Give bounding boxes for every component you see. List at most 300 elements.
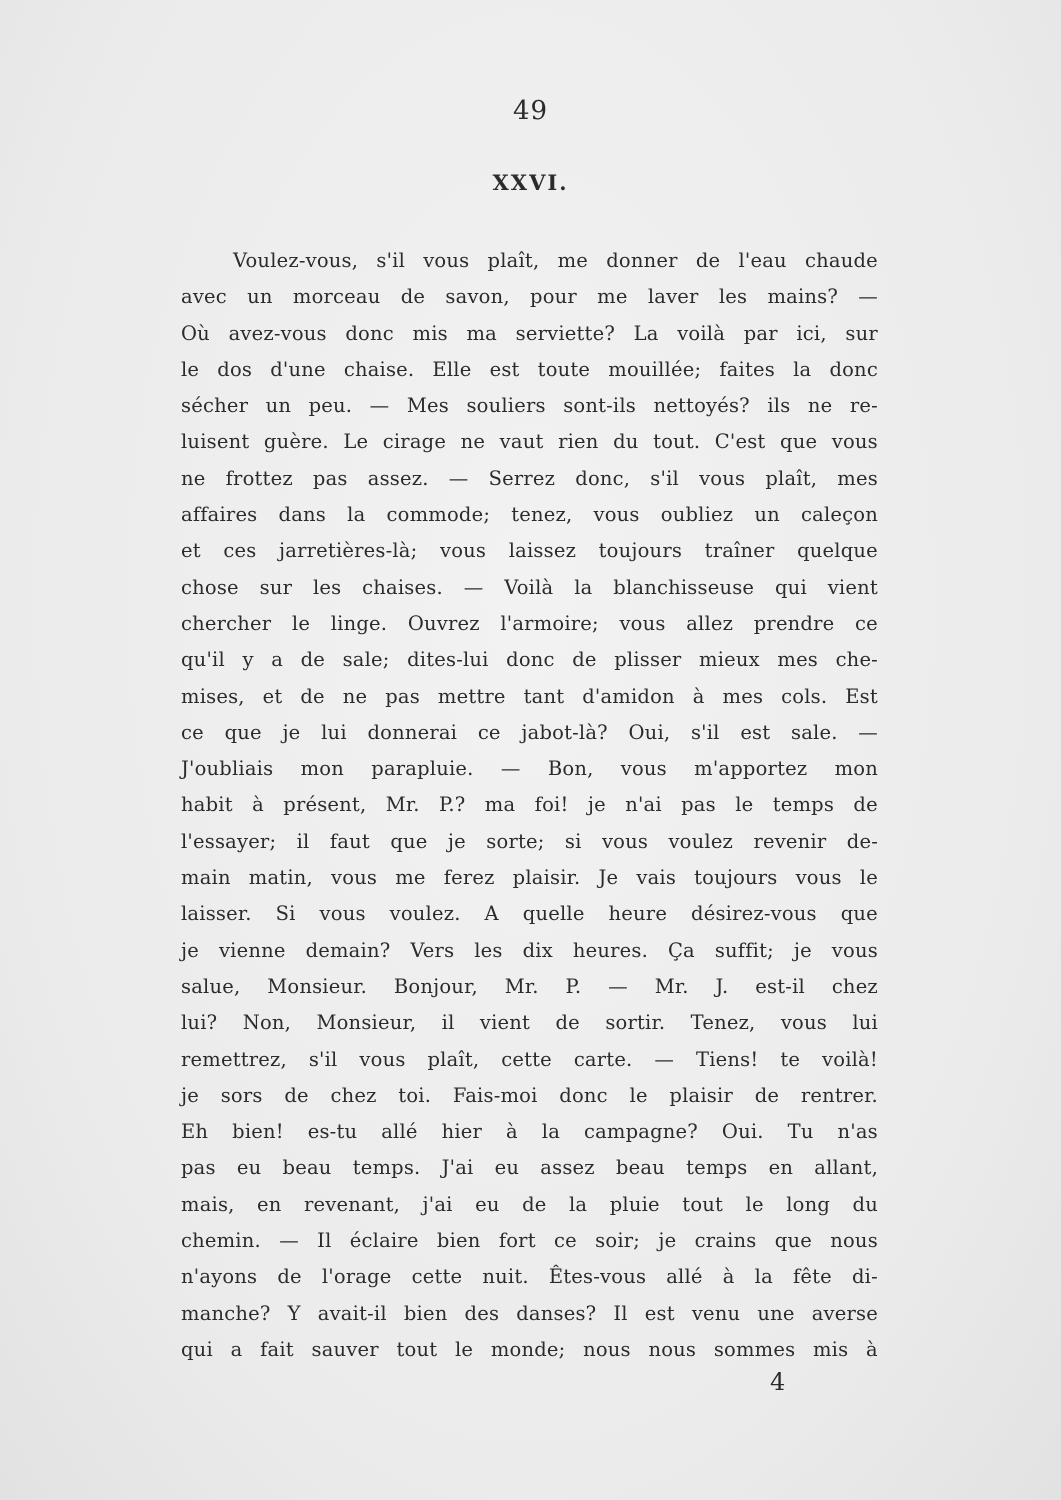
word: mes — [777, 648, 819, 672]
word: temps — [772, 793, 835, 817]
word: Êtes-vous — [548, 1265, 647, 1289]
word: la — [574, 575, 593, 599]
word: sont-ils — [563, 394, 637, 418]
word: J'oubliais — [181, 757, 274, 781]
word: en — [257, 1192, 282, 1216]
word: ma — [484, 793, 516, 817]
word: — — [369, 394, 390, 418]
text-line — [181, 1332, 878, 1368]
word: d'une — [270, 357, 326, 381]
word: traîner — [704, 539, 775, 563]
word: mon — [300, 757, 344, 781]
word: Le — [343, 430, 369, 454]
word: Mr. — [385, 793, 420, 817]
text-line — [181, 424, 878, 460]
word: les — [312, 575, 342, 599]
word: matin, — [248, 866, 313, 890]
word: faut — [329, 829, 370, 853]
text-line — [181, 570, 878, 606]
word: la — [541, 1120, 561, 1144]
word: donc — [559, 1083, 608, 1107]
text-line — [181, 279, 878, 315]
word: Est — [845, 684, 878, 708]
word: et — [262, 684, 283, 708]
word: — — [608, 974, 628, 998]
word: allé — [666, 1265, 703, 1289]
word: suffit; — [714, 938, 774, 962]
word: de — [853, 793, 878, 817]
word: l'orage — [321, 1265, 392, 1289]
word: Mr. — [504, 974, 539, 998]
text-line — [181, 1042, 878, 1078]
word: ce — [181, 720, 204, 744]
word: vient — [827, 575, 878, 599]
word: vais — [636, 866, 677, 890]
word: morceau — [292, 285, 381, 309]
word: Monsieur, — [316, 1011, 417, 1035]
text-line — [181, 860, 878, 896]
word: n'ayons — [181, 1265, 258, 1289]
word: Bonjour, — [393, 974, 478, 998]
word: me — [557, 249, 589, 272]
word: ce — [477, 720, 501, 744]
text-line — [181, 787, 878, 823]
word: de — [754, 1083, 780, 1107]
word: de — [572, 648, 597, 672]
word: si — [564, 829, 582, 853]
text-line — [181, 969, 878, 1005]
word: P.? — [439, 793, 466, 817]
word: ce — [855, 611, 878, 635]
word: la — [568, 1192, 588, 1216]
word: de — [277, 1265, 302, 1289]
word: il — [441, 1011, 455, 1035]
word: me — [395, 866, 426, 890]
word: temps. — [352, 1156, 421, 1180]
word: plaît, — [427, 1047, 480, 1071]
word: chaise. — [343, 357, 415, 381]
word: s'il — [690, 720, 720, 744]
word: vous — [831, 430, 878, 454]
word: heures. — [572, 938, 648, 962]
word: venu — [691, 1301, 741, 1325]
word: le — [629, 1083, 648, 1107]
word: lui — [852, 1011, 878, 1035]
word: le — [859, 866, 878, 890]
text-line — [181, 243, 878, 279]
word: voilà — [677, 321, 726, 345]
word: tout — [682, 1192, 724, 1216]
word: avait-il — [317, 1301, 387, 1325]
word: foi! — [534, 793, 569, 817]
word: n'ai — [625, 793, 662, 817]
word: Voilà — [504, 575, 554, 599]
word: — — [279, 1229, 299, 1253]
word: Ouvrez — [407, 611, 480, 635]
word: mis — [812, 1337, 849, 1361]
text-line — [181, 1150, 878, 1186]
text-line — [181, 316, 878, 352]
text-line — [181, 642, 878, 678]
word: crains — [694, 1229, 757, 1253]
word: tenez, — [511, 503, 573, 527]
word: le — [181, 357, 200, 381]
word: bien! — [232, 1120, 284, 1144]
word: les — [474, 938, 503, 962]
text-line — [181, 1114, 878, 1150]
word: cols. — [781, 684, 828, 708]
word: mes — [837, 466, 878, 490]
word: toute — [537, 357, 591, 381]
word: s'il — [650, 466, 679, 490]
word: allez — [686, 611, 734, 635]
word: lui? — [181, 1011, 218, 1035]
word: pour — [530, 285, 577, 309]
word: danses? — [516, 1301, 597, 1325]
word: sur — [259, 575, 293, 599]
word: vous — [319, 902, 366, 926]
word: chaude — [805, 249, 878, 272]
word: nous — [830, 1229, 878, 1253]
word: toujours — [598, 539, 683, 563]
word: monde; — [490, 1337, 566, 1361]
word: mes — [722, 684, 764, 708]
word: luisent — [181, 430, 250, 454]
word: vous — [795, 866, 842, 890]
word: y — [242, 648, 254, 672]
word: qui — [181, 1337, 213, 1361]
word: ne — [342, 684, 368, 708]
word: temps — [686, 1156, 748, 1180]
word: mon — [834, 757, 878, 781]
word: averse — [811, 1301, 878, 1325]
word: vous — [831, 938, 878, 962]
word: nous — [648, 1337, 697, 1361]
word: main — [181, 866, 231, 890]
word: j'ai — [422, 1192, 453, 1216]
word: désirez-vous — [691, 902, 817, 926]
word: te — [780, 1047, 801, 1071]
word: ne — [807, 394, 833, 418]
word: par — [743, 321, 778, 345]
word: plaît, — [765, 466, 818, 490]
word: plaît, — [487, 249, 540, 272]
word: vous — [440, 539, 487, 563]
word: laver — [647, 285, 699, 309]
word: J'ai — [441, 1156, 474, 1180]
word: sale. — [790, 720, 838, 744]
word: à — [866, 1337, 878, 1361]
word: eu — [475, 1192, 500, 1216]
word: jabot-là? — [521, 720, 608, 744]
word: que — [840, 902, 878, 926]
word: Non, — [242, 1011, 292, 1035]
word: Oui. — [721, 1120, 764, 1144]
word: de- — [846, 829, 878, 853]
word: a — [271, 648, 284, 672]
word: linge. — [330, 611, 388, 635]
word: — — [858, 720, 878, 744]
word: remettrez, — [181, 1047, 287, 1071]
text-line — [181, 1078, 878, 1114]
word: donc, — [575, 466, 631, 490]
word: donc — [506, 648, 555, 672]
word: mouillée; — [608, 357, 702, 381]
word: chez — [831, 974, 878, 998]
word: Oui, — [628, 720, 671, 744]
word: oubliez — [660, 503, 734, 527]
word: vient — [479, 1011, 531, 1035]
word: manche? — [181, 1301, 271, 1325]
word: m'apportez — [694, 757, 808, 781]
word: présent, — [283, 793, 367, 817]
word: assez. — [367, 466, 429, 490]
word: — — [463, 575, 484, 599]
word: vous — [331, 866, 378, 890]
word: du — [613, 430, 639, 454]
word: demain? — [305, 938, 391, 962]
signature-mark: 4 — [770, 1368, 786, 1396]
word: Vers — [410, 938, 455, 962]
word: eu — [494, 1156, 520, 1180]
word: que — [774, 1229, 812, 1253]
page-number: 49 — [512, 96, 549, 126]
word: long — [786, 1192, 831, 1216]
word: tout — [396, 1337, 438, 1361]
word: toi. — [398, 1083, 432, 1107]
word: Serrez — [488, 466, 556, 490]
word: je — [587, 793, 606, 817]
word: a — [230, 1337, 243, 1361]
word: vous — [359, 1047, 406, 1071]
word: cirage — [382, 430, 447, 454]
word: beau — [282, 1156, 332, 1180]
word: vous — [423, 249, 470, 272]
word: les — [718, 285, 748, 309]
word: donc — [829, 357, 878, 381]
word: de — [300, 648, 326, 672]
word: Mes — [406, 394, 449, 418]
word: s'il — [308, 1047, 338, 1071]
word: dix — [522, 938, 553, 962]
word: est — [644, 1301, 675, 1325]
word: sortir. — [605, 1011, 666, 1035]
word: pas — [181, 1156, 216, 1180]
word: — — [500, 757, 521, 781]
word: qu'il — [181, 648, 225, 672]
word: Eh — [181, 1120, 209, 1144]
word: Où — [181, 321, 210, 345]
word: éclaire — [349, 1229, 419, 1253]
word: à — [692, 684, 705, 708]
word: Tenez, — [690, 1011, 756, 1035]
word: Tu — [787, 1120, 814, 1144]
word: vous — [620, 757, 667, 781]
word: frottez — [225, 466, 293, 490]
word: pluie — [609, 1192, 660, 1216]
word: chemin. — [181, 1229, 261, 1253]
word: heure — [608, 902, 668, 926]
word: nous — [583, 1337, 631, 1361]
word: bien — [403, 1301, 448, 1325]
body-text — [181, 243, 878, 1368]
word: fort — [498, 1229, 536, 1253]
word: sommes — [713, 1337, 796, 1361]
word: savon, — [445, 285, 510, 309]
word: laissez — [508, 539, 577, 563]
word: l'essayer; — [181, 829, 277, 853]
word: serviette? — [515, 321, 615, 345]
word: mains? — [767, 285, 839, 309]
word: Mr. — [654, 974, 689, 998]
word: l'armoire; — [500, 611, 599, 635]
word: peu. — [308, 394, 353, 418]
word: carte. — [573, 1047, 633, 1071]
word: Elle — [432, 357, 472, 381]
word: nuit. — [482, 1265, 529, 1289]
word: voulez — [668, 829, 734, 853]
word: de — [522, 1192, 547, 1216]
word: plaisir — [669, 1083, 733, 1107]
word: blanchisseuse — [613, 575, 755, 599]
word: beau — [615, 1156, 665, 1180]
word: ce — [554, 1229, 577, 1253]
word: ma — [466, 321, 498, 345]
word: mettre — [437, 684, 506, 708]
word: souliers — [466, 394, 546, 418]
word: chaises. — [362, 575, 443, 599]
word: — — [858, 285, 878, 309]
word: la — [793, 357, 812, 381]
word: un — [247, 285, 273, 309]
word: en — [768, 1156, 794, 1180]
word: quelle — [522, 902, 585, 926]
text-line — [181, 715, 878, 751]
word: A — [484, 902, 499, 926]
word: che- — [835, 648, 878, 672]
word: fait — [260, 1337, 294, 1361]
word: et — [181, 539, 201, 563]
word: J. — [715, 974, 729, 998]
word: à — [722, 1265, 735, 1289]
text-line — [181, 824, 878, 860]
word: chercher — [181, 611, 272, 635]
word: un — [265, 394, 292, 418]
word: revenant, — [304, 1192, 401, 1216]
word: avec — [181, 285, 227, 309]
word: ici, — [796, 321, 827, 345]
word: ne — [460, 430, 486, 454]
word: que — [780, 430, 818, 454]
word: salue, — [181, 974, 241, 998]
word: re- — [849, 394, 878, 418]
word: parapluie. — [371, 757, 474, 781]
word: vous — [699, 466, 746, 490]
word: donc — [345, 321, 394, 345]
word: pas — [385, 684, 420, 708]
word: dans — [278, 503, 327, 527]
word: vous — [780, 1011, 827, 1035]
word: C'est — [714, 430, 766, 454]
word: La — [633, 321, 659, 345]
word: pas — [681, 793, 716, 817]
word: donnerai — [367, 720, 458, 744]
word: des — [464, 1301, 500, 1325]
word: sauver — [311, 1337, 379, 1361]
word: voilà! — [822, 1047, 878, 1071]
word: rentrer. — [800, 1083, 878, 1107]
word: sale; — [342, 648, 390, 672]
word: je — [658, 1229, 677, 1253]
word: mis — [412, 321, 448, 345]
word: vous — [593, 503, 640, 527]
word: donner — [606, 249, 678, 272]
word: toujours — [694, 866, 778, 890]
word: d'amidon — [582, 684, 675, 708]
text-line — [181, 896, 878, 932]
word: nettoyés? — [653, 394, 750, 418]
word: revenir — [753, 829, 827, 853]
word: que — [224, 720, 262, 744]
text-line — [181, 388, 878, 424]
text-line — [181, 1187, 878, 1223]
word: rien — [558, 430, 599, 454]
word: mais, — [181, 1192, 235, 1216]
word: prendre — [753, 611, 835, 635]
word: — — [654, 1047, 675, 1071]
word: s'il — [376, 249, 406, 272]
word: di- — [851, 1265, 878, 1289]
word: Si — [275, 902, 296, 926]
word: du — [852, 1192, 878, 1216]
word: laisser. — [181, 902, 252, 926]
word: Voulez-vous, — [233, 249, 359, 272]
word: mieux — [699, 648, 760, 672]
word: Je — [598, 866, 619, 890]
word: dites-lui — [407, 648, 489, 672]
word: Monsieur. — [267, 974, 368, 998]
word: est — [489, 357, 520, 381]
word: qui — [775, 575, 807, 599]
text-line — [181, 1223, 878, 1259]
word: je — [282, 720, 301, 744]
word: assez — [540, 1156, 595, 1180]
word: eu — [236, 1156, 262, 1180]
word: Fais-moi — [452, 1083, 538, 1107]
text-line — [181, 1005, 878, 1041]
word: ces — [223, 539, 257, 563]
word: allant, — [814, 1156, 878, 1180]
word: me — [597, 285, 628, 309]
text-line — [181, 606, 878, 642]
word: il — [296, 829, 310, 853]
text-line — [181, 933, 878, 969]
word: chose — [181, 575, 239, 599]
text-line — [181, 1296, 878, 1332]
word: de — [555, 1011, 580, 1035]
word: Y — [287, 1301, 301, 1325]
word: le — [745, 1192, 764, 1216]
word: dos — [217, 357, 253, 381]
word: le — [454, 1337, 474, 1361]
word: je — [447, 829, 466, 853]
text-line — [181, 533, 878, 569]
word: vienne — [218, 938, 286, 962]
word: je — [181, 1083, 199, 1107]
word: je — [181, 938, 199, 962]
word: plaisir. — [512, 866, 581, 890]
word: pas — [312, 466, 348, 490]
